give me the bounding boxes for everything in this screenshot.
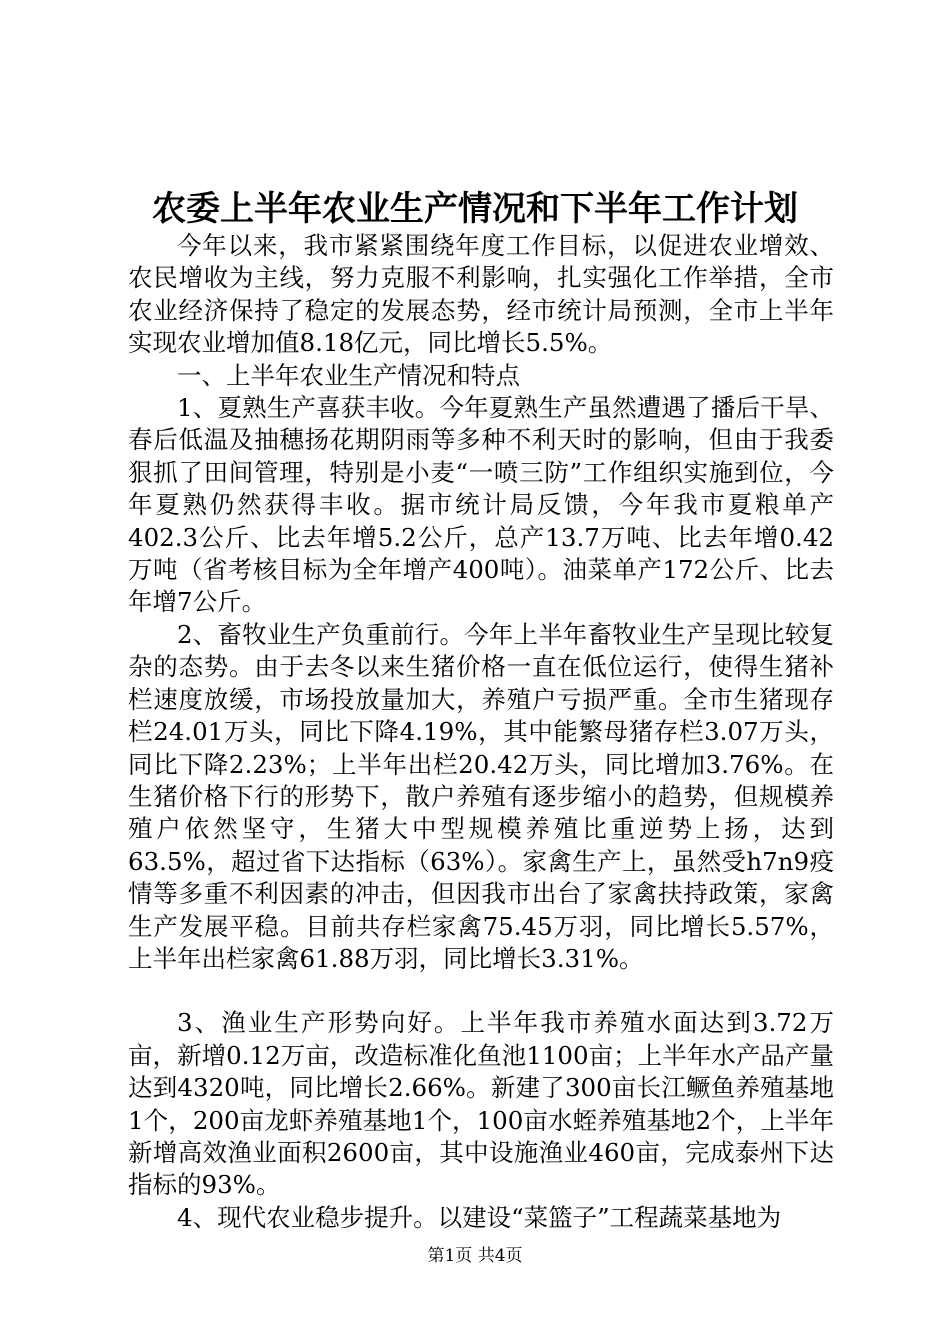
- section-heading: 一、上半年农业生产情况和特点: [177, 360, 520, 390]
- intro-paragraph: 今年以来，我市紧紧围绕年度工作目标，以促进农业增效、农民增收为主线，努力克服不利影响，扎实强化工作举措，全市农业经济保持了稳定的发展态势，经市统计局预测，全市上半年实现农业增加值8.18亿元，同比增长5.5%。: [128, 231, 834, 358]
- document-body: [128, 230, 834, 1234]
- paragraph-modern-agriculture: 4、现代农业稳步提升。以建设“菜篮子”工程蔬菜基地为: [177, 1202, 782, 1232]
- document-title: 农委上半年农业生产情况和下半年工作计划: [152, 189, 798, 229]
- page-footer: 第1页 共4页: [427, 1246, 523, 1266]
- paragraph-summer-harvest: 1、夏熟生产喜获丰收。今年夏熟生产虽然遭遇了播后干旱、春后低温及抽穗扬花期阴雨等多种不利天时的影响，但由于我委狠抓了田间管理，特别是小麦“一喷三防”工作组织实施到位，今年夏熟仍然获得丰收。据市统计局反馈，今年我市夏粮单产402.3公斤、比去年增5.2公斤，总产13.7万吨、比去年增0.42万吨（省考核目标为全年增产400吨）。油菜单产172公斤、比去年增7公斤。: [128, 393, 834, 617]
- paragraph-fishery: 3、渔业生产形势向好。上半年我市养殖水面达到3.72万亩，新增0.12万亩，改造标准化鱼池1100亩；上半年水产品产量达到4320吨，同比增长2.66%。新建了300亩长江鳜鱼养殖基地1个，200亩龙虾养殖基地1个，100亩水蛭养殖基地2个，上半年新增高效渔业面积2600亩，其中设施渔业460亩，完成泰州下达指标的93%。: [128, 1008, 834, 1200]
- paragraph-livestock: 2、畜牧业生产负重前行。今年上半年畜牧业生产呈现比较复杂的态势。由于去冬以来生猪价格一直在低位运行，使得生猪补栏速度放缓，市场投放量加大，养殖户亏损严重。全市生猪现存栏24.01万头，同比下降4.19%，其中能繁母猪存栏3.07万头，同比下降2.23%；上半年出栏20.42万头，同比增加3.76%。在生猪价格下行的形势下，散户养殖有逐步缩小的趋势，但规模养殖户依然坚守，生猪大中型规模养殖比重逆势上扬，达到63.5%，超过省下达指标（63%）。家禽生产上，虽然受h7n9疫情等多重不利因素的冲击，但因我市出台了家禽扶持政策，家禽生产发展平稳。目前共存栏家禽75.45万羽，同比增长5.57%，上半年出栏家禽61.88万羽，同比增长3.31%。: [128, 619, 834, 973]
